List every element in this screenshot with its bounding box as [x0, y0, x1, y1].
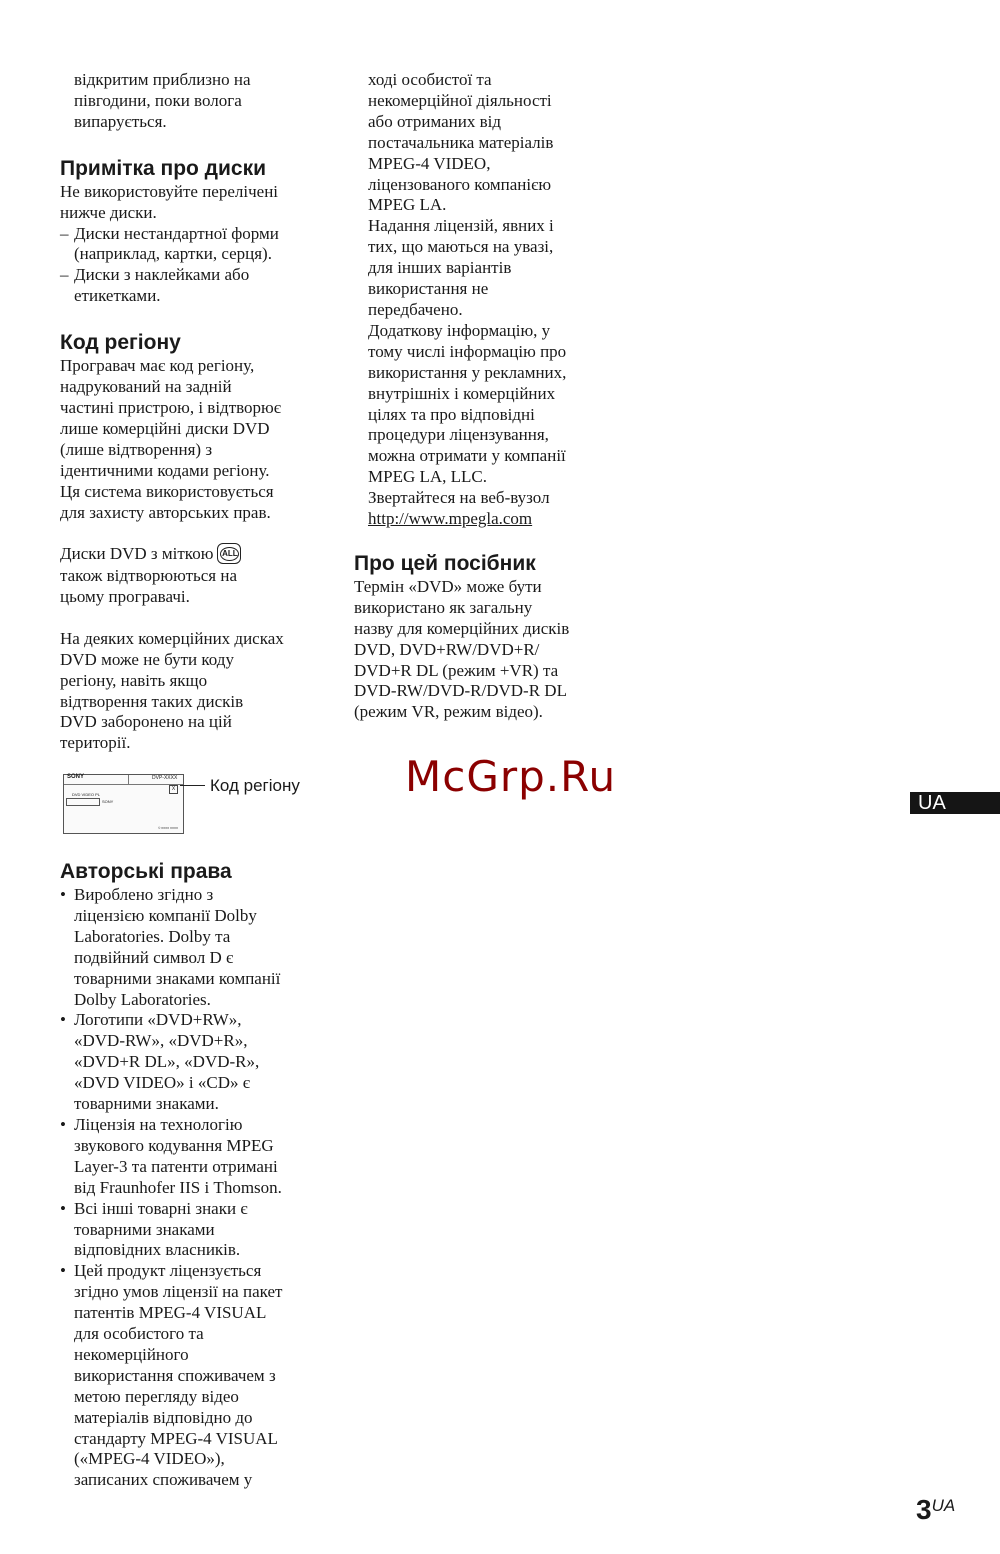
list-item	[60, 1115, 320, 1199]
copyright-section	[60, 859, 320, 1491]
list-item	[60, 1199, 320, 1262]
text-line: некомерційного	[74, 1344, 189, 1364]
text-line: Цей продукт ліцензується	[74, 1261, 262, 1281]
about-paragraph	[354, 577, 614, 723]
text-line: (режим VR, режим відео).	[354, 702, 543, 722]
text-line: Ліцензія на технологію	[74, 1114, 243, 1134]
text-line: стандарту MPEG-4 VISUAL	[74, 1428, 278, 1448]
text-line: відповідних власників.	[74, 1240, 241, 1260]
text-line: тих, що маються на увазі,	[368, 237, 554, 257]
list-item	[60, 1261, 320, 1491]
text-line: товарними знаками	[74, 1219, 215, 1239]
text-line: регіону, навіть якщо	[60, 670, 208, 690]
text-line: MPEG LA.	[368, 195, 447, 215]
callout-leader-line	[180, 785, 205, 786]
text-line: ході особистої та	[368, 70, 492, 89]
text-line: DVD, DVD+RW/DVD+R/	[354, 639, 540, 659]
label-box	[66, 798, 100, 806]
text-line: випарується.	[74, 111, 167, 131]
text-line: назву для комерційних дисків	[354, 618, 570, 638]
text-line: надрукований на задній	[60, 377, 232, 397]
text-line: DVD-RW/DVD-R/DVD-R DL	[354, 681, 567, 701]
bullet-marker: •	[60, 1010, 66, 1030]
text-line: для особистого та	[74, 1324, 204, 1344]
text-line: відтворення таких дисків	[60, 691, 244, 711]
text-line: матеріалів відповідно до	[74, 1407, 253, 1427]
text-line: Звертайтеся на веб-вузол	[368, 488, 550, 508]
dash-marker: –	[60, 223, 69, 243]
label-divider	[128, 775, 129, 784]
text-line: лише комерційні диски DVD	[60, 418, 270, 438]
model-number: DVP-XXXX	[152, 775, 178, 781]
label-text: SONY	[102, 799, 114, 804]
text-line: цілях та про відповідні	[368, 404, 535, 424]
text-line: Dolby Laboratories.	[74, 989, 211, 1009]
disc-note-heading: Примітка про диски	[60, 156, 267, 180]
text-line: етикетками.	[74, 286, 161, 306]
text-line: DVD заборонено на цій	[60, 712, 232, 732]
device-label-illustration	[63, 774, 184, 834]
text-line: Вироблено згідно з	[74, 885, 214, 904]
label-text: DVD VIDEO PL	[72, 792, 101, 797]
language-tab	[910, 792, 1000, 814]
text-line: Додаткову інформацію, у	[368, 320, 551, 340]
text-line: постачальника матеріалів	[368, 132, 554, 152]
text-line: нижче диски.	[60, 202, 157, 222]
page-number-value: 3	[916, 1494, 932, 1525]
text-line: ліцензією компанії Dolby	[74, 905, 257, 925]
region-all-icon	[217, 543, 241, 564]
list-item	[60, 885, 320, 1010]
text-line: DVD може не бути коду	[60, 649, 234, 669]
text-line: ідентичними кодами регіону.	[60, 460, 270, 480]
text-line: можна отримати у компанії	[368, 446, 566, 466]
bullet-marker: •	[60, 1261, 66, 1281]
watermark: McGrp.Ru	[405, 752, 617, 801]
dash-marker: –	[60, 265, 69, 285]
text-line: частині пристрою, і відтворює	[60, 397, 282, 417]
bullet-marker: •	[60, 1198, 66, 1218]
text-line: «DVD VIDEO» і «CD» є	[74, 1073, 251, 1093]
list-item	[60, 1010, 320, 1115]
text-line: від Fraunhofer IIS і Thomson.	[74, 1177, 282, 1197]
intro-text	[60, 70, 320, 133]
region-code-callout: Код регіону	[210, 776, 300, 795]
license-continuation	[354, 70, 614, 530]
text-line: товарними знаками.	[74, 1094, 219, 1114]
bullet-marker: •	[60, 885, 66, 904]
text-line: записаних споживачем у	[74, 1470, 253, 1490]
text-line: Laboratories. Dolby та	[74, 926, 231, 946]
text-line: відкритим приблизно на	[74, 70, 251, 89]
copyright-heading: Авторські права	[60, 860, 232, 883]
text-line: півгодини, поки волога	[74, 90, 242, 110]
text-line: некомерційної діяльності	[368, 90, 552, 110]
about-heading: Про цей посібник	[354, 551, 536, 575]
text-line: На деяких комерційних дисках	[60, 628, 284, 648]
bullet-marker: •	[60, 1114, 66, 1134]
region-heading: Код регіону	[60, 331, 181, 355]
text-line: Диски нестандартної форми	[74, 223, 279, 243]
text-line-start: Диски DVD з міткою	[60, 544, 214, 564]
region-code-mark: X	[169, 785, 178, 794]
brand-logo: SONY	[67, 774, 85, 780]
text-line: використано як загальну	[354, 597, 533, 617]
region-paragraph	[60, 356, 320, 523]
text-line: території.	[60, 733, 131, 753]
text-line: (наприклад, картки, серця).	[74, 244, 272, 264]
text-line: звукового кодування MPEG	[74, 1135, 274, 1155]
text-line: цьому програвачі.	[60, 586, 190, 606]
list-item	[60, 224, 320, 266]
text-line: Логотипи «DVD+RW»,	[74, 1010, 242, 1030]
text-line: («MPEG-4 VIDEO»),	[74, 1449, 225, 1469]
text-line: метою перегляду відео	[74, 1386, 239, 1406]
text-line: «DVD+R DL», «DVD-R»,	[74, 1052, 260, 1072]
text-line: також відтворюються на	[60, 566, 238, 585]
text-line: використання споживачем з	[74, 1365, 276, 1385]
page-number	[916, 1494, 955, 1526]
right-column	[354, 70, 614, 723]
text-line: внутрішніх і комерційних	[368, 383, 556, 403]
text-line: Надання ліцензій, явних і	[368, 216, 554, 236]
text-line: DVD+R DL (режим +VR) та	[354, 660, 559, 680]
text-line: Layer-3 та патенти отримані	[74, 1156, 278, 1176]
text-line: передбачено.	[368, 299, 463, 319]
text-line: ліцензованого компанією	[368, 174, 552, 194]
text-line: для захисту авторських прав.	[60, 502, 271, 522]
text-line: «DVD-RW», «DVD+R»,	[74, 1031, 248, 1051]
text-line: Ця система використовується	[60, 481, 274, 501]
text-line: використання у рекламних,	[368, 362, 567, 382]
text-line: згідно умов ліцензії на пакет	[74, 1282, 283, 1302]
text-line: (лише відтворення) з	[60, 439, 213, 459]
text-line: Програвач має код регіону,	[60, 356, 255, 376]
language-tab-label: UA	[918, 792, 946, 814]
text-line: використання не	[368, 279, 489, 299]
text-line: патентів MPEG-4 VISUAL	[74, 1303, 267, 1323]
region-all-paragraph	[60, 544, 320, 607]
text-line: тому числі інформацію про	[368, 341, 567, 361]
text-line: для інших варіантів	[368, 258, 512, 278]
label-footnote: © XXXX XXXX	[158, 826, 178, 830]
text-line: MPEG-4 VIDEO,	[368, 153, 491, 173]
list-item	[60, 265, 320, 307]
text-line: або отриманих від	[368, 111, 501, 131]
text-line: Всі інші товарні знаки є	[74, 1198, 248, 1218]
region-all-label: ALL	[220, 547, 239, 561]
left-column	[60, 70, 320, 754]
text-line: подвійний символ D є	[74, 947, 234, 967]
region-note-paragraph	[60, 629, 320, 754]
text-line: процедури ліцензування,	[368, 425, 549, 445]
mpegla-link[interactable]: http://www.mpegla.com	[368, 509, 533, 529]
text-line: Термін «DVD» може бути	[354, 576, 542, 596]
text-line: Не використовуйте перелічені	[60, 181, 279, 201]
text-line: MPEG LA, LLC.	[368, 467, 487, 487]
text-line	[60, 544, 320, 566]
page-number-suffix: UA	[931, 1496, 956, 1515]
text-line: Диски з наклейками або	[74, 265, 250, 285]
text-line: товарними знаками компанії	[74, 968, 281, 988]
